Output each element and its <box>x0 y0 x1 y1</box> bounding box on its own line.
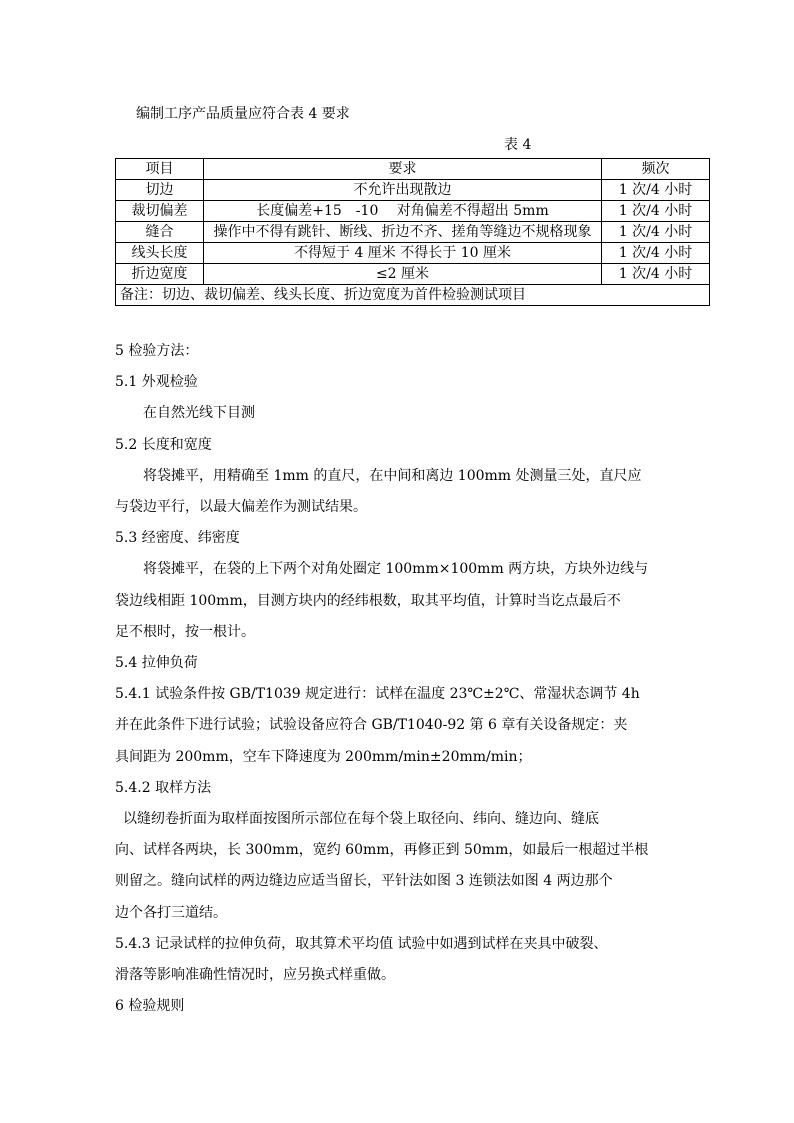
subsection-heading: 5.2 长度和宽度 <box>115 436 212 453</box>
cell-frequency: 1 次/4 小时 <box>602 201 710 222</box>
header-item: 项目 <box>116 159 204 180</box>
paragraph-line: 将袋摊平，用精确至 1mm 的直尺，在中间和离边 100mm 处测量三处，直尺应 <box>143 467 642 484</box>
subsection-heading: 5.3 经密度、纬密度 <box>115 530 240 547</box>
table-caption: 表 4 <box>504 137 532 153</box>
cell-item: 切边 <box>116 180 204 201</box>
cell-item: 裁切偏差 <box>116 201 204 222</box>
table-row <box>116 222 710 243</box>
section-heading: 6 检验规则 <box>115 998 185 1015</box>
paragraph-line: 以缝纫卷折面为取样面按图所示部位在每个袋上取径向、纬向、缝边向、缝底 <box>123 811 599 828</box>
paragraph-line: 向、试样各两块，长 300mm，宽约 60mm，再修正到 50mm，如最后一根超过半根 <box>115 842 649 859</box>
subsection-heading: 5.1 外观检验 <box>115 374 198 391</box>
paragraph-line: 与袋边平行，以最大偏差作为测试结果。 <box>115 499 367 516</box>
cell-frequency: 1 次/4 小时 <box>602 264 710 285</box>
paragraph-line: 将袋摊平，在袋的上下两个对角处圈定 100mm×100mm 两方块，方块外边线与 <box>143 561 649 578</box>
cell-item: 线头长度 <box>116 243 204 264</box>
cell-item: 折边宽度 <box>116 264 204 285</box>
paragraph-line: 在自然光线下目测 <box>143 405 255 422</box>
header-frequency: 频次 <box>602 159 710 180</box>
table-row <box>116 243 710 264</box>
header-requirement: 要求 <box>204 159 602 180</box>
subsection-heading: 5.4.2 取样方法 <box>115 779 212 796</box>
table-row <box>116 264 710 285</box>
subsection-heading: 5.4 拉伸负荷 <box>115 655 198 672</box>
cell-item: 缝合 <box>116 222 204 243</box>
table-row <box>116 201 710 222</box>
paragraph-line: 5.4.3 记录试样的拉伸负荷，取其算术平均值 试验中如遇到试样在夹具中破裂、 <box>115 935 608 952</box>
cell-requirement: 操作中不得有跳针、断线、折边不齐、搓角等缝边不规格现象 <box>204 222 602 243</box>
paragraph-line: 袋边线相距 100mm，目测方块内的经纬根数，取其平均值，计算时当讫点最后不 <box>115 592 621 609</box>
section-heading: 5 检验方法： <box>115 343 199 359</box>
table-note: 备注：切边、裁切偏差、线头长度、折边宽度为首件检验测试项目 <box>116 285 710 306</box>
intro-sentence: 编制工序产品质量应符合表 4 要求 <box>136 106 350 122</box>
table-header-row <box>116 159 710 180</box>
body-text <box>115 336 715 1022</box>
quality-requirements-table <box>115 158 710 306</box>
paragraph-line: 则留之。缝向试样的两边缝边应适当留长，平针法如图 3 连锁法如图 4 两边那个 <box>115 873 613 890</box>
paragraph-line: 边个各打三道结。 <box>115 904 227 921</box>
cell-frequency: 1 次/4 小时 <box>602 222 710 243</box>
cell-requirement: ≤2 厘米 <box>204 264 602 285</box>
paragraph-line: 并在此条件下进行试验；试验设备应符合 GB/T1040-92 第 6 章有关设备规定：夹 <box>115 717 628 734</box>
table-row <box>116 180 710 201</box>
cell-frequency: 1 次/4 小时 <box>602 180 710 201</box>
paragraph-line: 足不根时，按一根计。 <box>115 623 255 640</box>
paragraph-line: 滑落等影响准确性情况时，应另换式样重做。 <box>115 967 395 984</box>
paragraph-line: 具间距为 200mm，空车下降速度为 200mm/min±20mm/min； <box>115 748 532 765</box>
table-note-row <box>116 285 710 306</box>
cell-requirement: 不得短于 4 厘米 不得长于 10 厘米 <box>204 243 602 264</box>
paragraph-line: 5.4.1 试验条件按 GB/T1039 规定进行：试样在温度 23℃±2℃、常湿状态调节 4h <box>115 686 640 703</box>
cell-frequency: 1 次/4 小时 <box>602 243 710 264</box>
cell-requirement: 不允许出现散边 <box>204 180 602 201</box>
cell-requirement: 长度偏差+15 -10 对角偏差不得超出 5mm <box>204 201 602 222</box>
